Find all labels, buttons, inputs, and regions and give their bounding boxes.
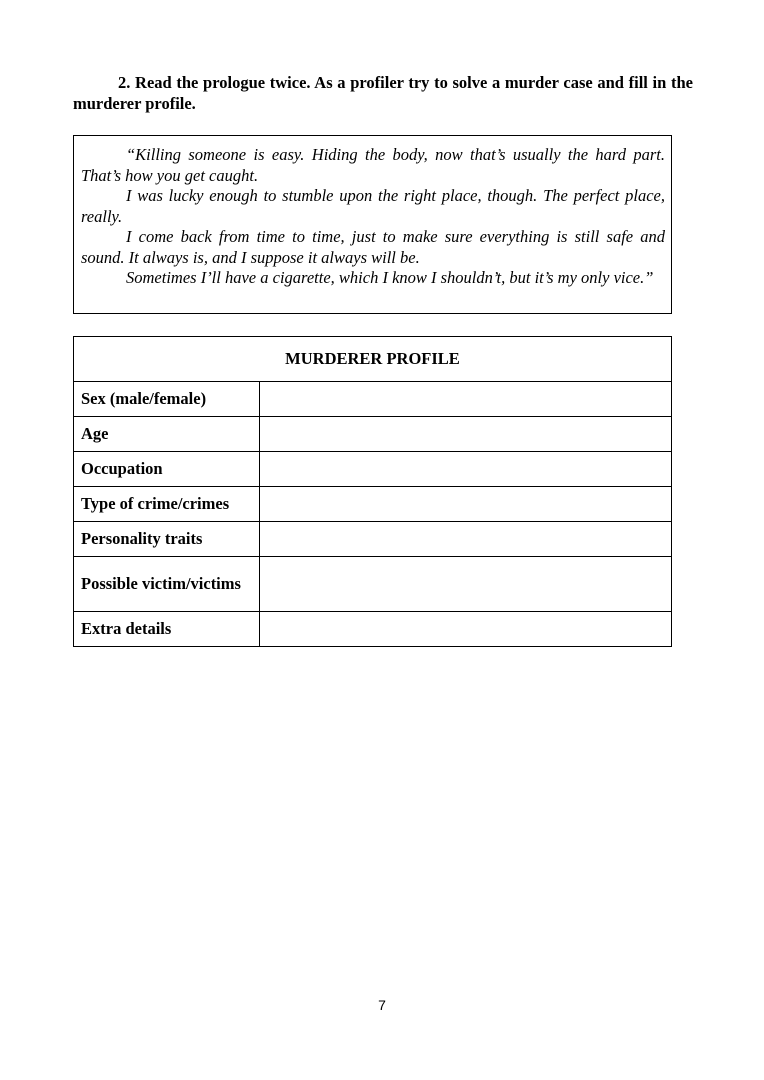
quote-paragraph: “Killing someone is easy. Hiding the body, now that’s usually the hard part. That’s how you get caught. <box>81 145 665 185</box>
profile-row <box>74 522 672 557</box>
profile-field-extra[interactable] <box>260 612 672 647</box>
profile-label-personality: Personality traits <box>74 522 260 557</box>
profile-field-age[interactable] <box>260 417 672 452</box>
page-number: 7 <box>378 997 386 1013</box>
quote-paragraph: I come back from time to time, just to make sure everything is still safe and sound. It always is, and I suppose it always will be. <box>81 227 665 267</box>
task-instruction <box>73 72 693 114</box>
profile-field-occupation[interactable] <box>260 452 672 487</box>
profile-label-victims: Possible victim/victims <box>74 557 260 612</box>
profile-header-row <box>74 337 672 382</box>
profile-field-victims[interactable] <box>260 557 672 612</box>
profile-title: MURDERER PROFILE <box>74 337 672 382</box>
profile-row <box>74 612 672 647</box>
prologue-quote-box <box>73 135 672 314</box>
profile-label-extra: Extra details <box>74 612 260 647</box>
murderer-profile-table <box>73 336 672 647</box>
profile-field-personality[interactable] <box>260 522 672 557</box>
profile-row <box>74 487 672 522</box>
profile-row <box>74 452 672 487</box>
quote-paragraph: Sometimes I’ll have a cigarette, which I know I shouldn’t, but it’s my only vice.” <box>126 268 654 287</box>
task-text: 2. Read the prologue twice. As a profiler try to solve a murder case and fill in the murderer profile. <box>73 73 693 113</box>
profile-label-sex: Sex (male/female) <box>74 382 260 417</box>
profile-field-crime-type[interactable] <box>260 487 672 522</box>
profile-row <box>74 417 672 452</box>
profile-label-crime-type: Type of crime/crimes <box>74 487 260 522</box>
profile-row <box>74 382 672 417</box>
quote-paragraph: I was lucky enough to stumble upon the right place, though. The perfect place, really. <box>81 186 665 226</box>
profile-label-age: Age <box>74 417 260 452</box>
profile-row <box>74 557 672 612</box>
profile-field-sex[interactable] <box>260 382 672 417</box>
profile-label-occupation: Occupation <box>74 452 260 487</box>
